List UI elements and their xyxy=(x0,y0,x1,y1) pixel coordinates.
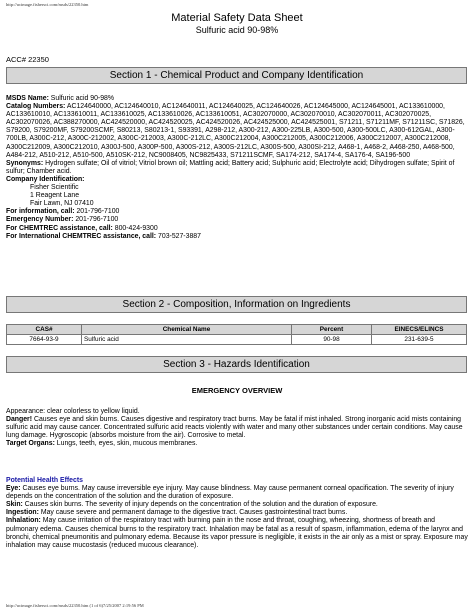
company-line-2: 1 Reagent Lane xyxy=(30,192,80,200)
skin-effects: Skin: Causes skin burns. The severity of injury depends on the concentration of the solution and the duration of exposure. xyxy=(6,501,378,509)
target-organs: Target Organs: Lungs, teeth, eyes, skin, mucous membranes. xyxy=(6,440,198,448)
emergency-phone: Emergency Number: 201-796-7100 xyxy=(6,216,119,224)
company-label: Company Identification: xyxy=(6,175,85,183)
ingestion-effects: Ingestion: May cause severe and permanent damage to the digestive tract. Causes gastrointestinal tract burns. xyxy=(6,509,348,517)
col-einecs: EINECS/ELINCS xyxy=(372,325,467,335)
eye-effects: Eye: Causes eye burns. May cause irreversible eye injury. May cause blindness. May cause permanent corneal opacification. The severity of injury depends on the concentration of the solution and the duration of exposure. xyxy=(6,485,454,501)
info-phone: For information, call: 201-796-7100 xyxy=(6,208,120,216)
table-header-row xyxy=(7,325,467,335)
table-row xyxy=(7,335,467,345)
inhalation-effects: Inhalation: May cause irritation of the respiratory tract with burning pain in the nose and throat, coughing, wheezing, shortness of breath and pulmonary edema. Causes chemical burns to the respiratory tract. Inhalation may be fatal as a result of spasm, inflammation, edema of the larynx and bronchi, chemical pneumonitis and pulmonary edema. Because its vapor pressure is negligible, it exists in the air only as a mist or spray. Exposure may inhalation may cause mucostasis (reduced mucous clearance). xyxy=(6,517,468,549)
ingredients-table xyxy=(6,324,467,345)
document-subtitle: Sulfuric acid 90-98% xyxy=(195,25,279,35)
danger-statement: Danger! Causes eye and skin burns. Causes digestive and respiratory tract burns. May be fatal if mist inhaled. Strong inorganic acid mists containing sulfuric acid may cause cancer. Concentrated sulfuric acid reacts violently with water and many other substances under certain conditions. May cause lung damage. Hygroscopic (absorbs moisture from the air). Corrosive to metal. xyxy=(6,416,463,440)
emergency-overview-heading: EMERGENCY OVERVIEW xyxy=(191,386,283,395)
cell-cas: 7664-93-9 xyxy=(7,335,82,345)
catalog-numbers: Catalog Numbers: AC124640000, AC124640010, AC124640011, AC124640025, AC124640026, AC124645000, AC124645001, AC133610000, AC133610010, AC133610011, AC133610025, AC133610026, AC133610051, AC302070000, AC302070010, AC302070011, AC302070025, AC302070026, AC388270000, AC424520000, AC424520025, AC424520026, AC424525000, AC424525001, S71211, S71211MF, S71211SC, S71826, S79200, S79200MF, S79200SCMF, S80213, S80213-1, S93391, A298-212, A300-212, A300-225LB, A300-500, A300-500LC, A300-612GAL, A300-700LB, A300C-212, A300C-212002, A300C-212003, A300C-212LC, A300C212004, A300C212005, A300C212006, A300C212007, A300C212008, A300C212009, A300C212010, A300J-500, A300P-500, A300S-212, A300S-212LC, A300S-500, A300SI-212, A468-1, A468-2, A468-250, A468-500, A484-212, A510-212, A510-500, A510SK-212, NC9008405, NC9825433, S71211SCMF, SA174-212, SA174-4, SA176-4, SA196-500 xyxy=(6,103,465,159)
section-1-header: Section 1 - Chemical Product and Company Identification xyxy=(6,67,467,84)
section-3-overview xyxy=(6,408,468,448)
section-3-header: Section 3 - Hazards Identification xyxy=(6,356,467,373)
msds-name-line: MSDS Name: Sulfuric acid 90-98% xyxy=(6,95,115,102)
potential-health-effects-heading: Potential Health Effects xyxy=(6,477,83,484)
col-chemical-name: Chemical Name xyxy=(82,325,292,335)
intl-chemtrec-phone: For International CHEMTREC assistance, call: 703-527-3887 xyxy=(6,232,201,240)
synonyms: Synonyms: Hydrogen sulfate; Oil of vitriol; Vitriol brown oil; Mattling acid; Battery acid; Sulphuric acid; Electrolyte acid; Dihydrogen sulfate; Spirit of sulfur; Chamber acid. xyxy=(6,159,455,175)
document-title: Material Safety Data Sheet xyxy=(171,12,303,24)
appearance: Appearance: clear colorless to yellow liquid. xyxy=(6,408,140,415)
footer-url: http://ucimage.fishersci.com/msds/22350.htm (1 of 6)7/25/2007 2:19:56 PM xyxy=(6,603,144,608)
cell-einecs: 231-639-5 xyxy=(372,335,467,345)
cell-percent: 90-98 xyxy=(292,335,372,345)
section-2-header: Section 2 - Composition, Information on Ingredients xyxy=(6,296,467,313)
section-3-health-effects xyxy=(6,477,468,550)
section-1-body xyxy=(6,95,468,241)
acc-number: ACC# 22350 xyxy=(6,55,49,64)
col-cas: CAS# xyxy=(7,325,82,335)
col-percent: Percent xyxy=(292,325,372,335)
header-url: http://ucimage.fishersci.com/msds/22350.htm xyxy=(6,2,89,7)
cell-chemical-name: Sulfuric acid xyxy=(82,335,292,345)
company-line-1: Fisher Scientific xyxy=(30,184,79,192)
chemtrec-phone: For CHEMTREC assistance, call: 800-424-9300 xyxy=(6,224,158,232)
company-line-3: Fair Lawn, NJ 07410 xyxy=(30,200,94,208)
